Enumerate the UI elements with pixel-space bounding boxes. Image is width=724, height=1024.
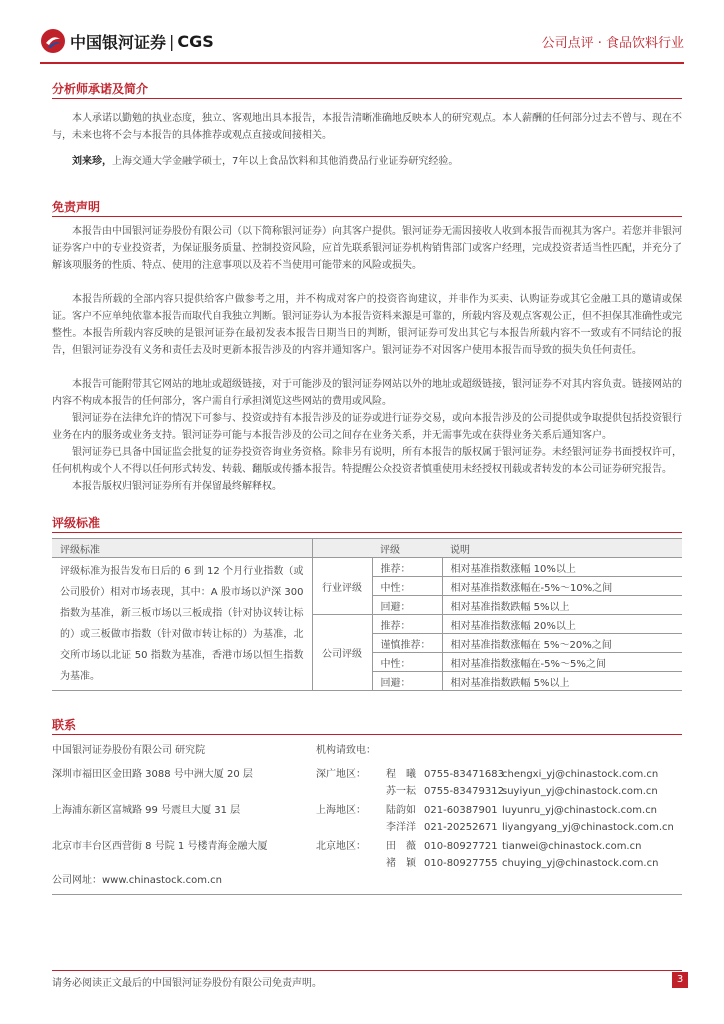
contact-name: 苏一耘 <box>386 786 416 797</box>
contact-section-title: 联系 <box>52 718 77 732</box>
rating-desc: 相对基准指数涨幅在-5%～5%之间 <box>442 653 682 672</box>
contact-name: 程 曦 <box>386 769 416 780</box>
contact-phone: 010-80927721 <box>424 841 498 852</box>
disclaimer-section-title: 免责声明 <box>52 200 101 214</box>
disclaimer-paragraph-2: 本报告所载的全部内容只提供给客户做参考之用，并不构成对客户的投资咨询建议，并非作为买卖、认购证券或其它金融工具的邀请或保证。客户不应单纯依靠本报告而取代自我独立判断。银河证券认为本报告资料来源是可靠的，所载内容及观点客观公正，但不担保其准确性或完整性。本报告所载内容反映的是银河证券在最初发表本报告日期当日的判断，银河证券可发出其它与本报告所载内容不一致或有不同结论的报告，但银河证券没有义务和责任去及时更新本报告涉及的内容并通知客户。银河证券不对因客户使用本报告而导致的损失负任何责任。 <box>52 294 682 356</box>
rating-standard-text: 评级标准为报告发布日后的 6 到 12 个月行业指数（或公司股价）相对市场表现，其中：A 股市场以沪深 300 指数为基准，新三板市场以三板成指（针对协议转让标的）或三板做市指数（针对做市转让标的）为基准，北交所市场以北证 50 指数为基准，香港市场以恒生指数为基准。 <box>52 558 312 691</box>
brand-name-en: CGS <box>177 31 214 51</box>
contact-email[interactable]: luyunru_yj@chinastock.com.cn <box>502 805 658 816</box>
analyst-bio <box>52 153 682 170</box>
analyst-section-rule <box>52 98 682 99</box>
contact-name: 褚 颖 <box>386 858 416 869</box>
rating-desc: 相对基准指数涨幅 20%以上 <box>442 615 682 634</box>
rating-level: 中性： <box>372 653 442 672</box>
page-number: 3 <box>672 972 688 988</box>
rating-desc: 相对基准指数涨幅在-5%～10%之间 <box>442 577 682 596</box>
rating-section-title: 评级标准 <box>52 516 101 530</box>
analyst-section-title: 分析师承诺及简介 <box>52 82 149 96</box>
company-website[interactable]: 公司网址：www.chinastock.com.cn <box>52 875 222 886</box>
rating-level: 谨慎推荐： <box>372 634 442 653</box>
rating-desc: 相对基准指数跌幅 5%以上 <box>442 672 682 691</box>
contact-phone: 021-60387901 <box>424 805 498 816</box>
region-shanghai: 上海地区： <box>316 805 366 816</box>
industry-rating-group: 行业评级 <box>312 558 372 615</box>
region-shenzhen: 深广地区： <box>316 769 366 780</box>
rating-level: 推荐： <box>372 615 442 634</box>
contact-rule <box>52 894 682 895</box>
rating-desc: 相对基准指数涨幅 10%以上 <box>442 558 682 577</box>
rating-level: 回避： <box>372 596 442 615</box>
footer-rule <box>52 970 682 971</box>
disclaimer-paragraph-5: 银河证券已具备中国证监会批复的证券投资咨询业务资格。除非另有说明，所有本报告的版权属于银河证券。未经银河证券书面授权许可，任何机构或个人不得以任何形式转发、转载、翻版或传播本报告。特提醒公众投资者慎重使用未经授权刊载或者转发的本公司证券研究报告。 <box>52 447 682 475</box>
brand-logo-icon <box>40 28 66 54</box>
disclaimer-paragraph-4: 银河证券在法律允许的情况下可参与、投资或持有本报告涉及的证券或进行证券交易，或向本报告涉及的公司提供或争取提供包括投资银行业务在内的服务或业务支持。银河证券可能与本报告涉及的公司之间存在业务关系，并无需事先或在获得业务关系后通知客户。 <box>52 413 682 441</box>
footer-disclaimer: 请务必阅读正文最后的中国银河证券股份有限公司免责声明。 <box>52 978 322 989</box>
address-shanghai: 上海浦东新区富城路 99 号震旦大厦 31 层 <box>52 805 241 816</box>
doc-type: 公司点评 · 食品饮料行业 <box>541 36 684 51</box>
contact-email[interactable]: chengxi_yj@chinastock.com.cn <box>502 769 659 780</box>
col-rating: 评级 <box>372 539 442 558</box>
contact-phone: 0755-83479312 <box>424 786 504 797</box>
col-desc: 说明 <box>442 539 682 558</box>
analyst-bio-text: 上海交通大学金融学硕士，7年以上食品饮料和其他消费品行业证券研究经验。 <box>112 156 459 167</box>
region-beijing: 北京地区： <box>316 841 366 852</box>
contact-email[interactable]: liyangyang_yj@chinastock.com.cn <box>502 822 674 833</box>
rating-desc: 相对基准指数跌幅 5%以上 <box>442 596 682 615</box>
brand-separator: | <box>169 31 175 51</box>
address-shenzhen: 深圳市福田区金田路 3088 号中洲大厦 20 层 <box>52 769 253 780</box>
contact-name: 田 薇 <box>386 841 416 852</box>
contact-email[interactable]: tianwei@chinastock.com.cn <box>502 841 642 852</box>
rating-level: 推荐： <box>372 558 442 577</box>
contact-phone: 0755-83471683 <box>424 769 504 780</box>
disclaimer-paragraph-1: 本报告由中国银河证券股份有限公司（以下简称银河证券）向其客户提供。银河证券无需因接收人收到本报告而视其为客户。若您并非银河证券客户中的专业投资者，为保证服务质量、控制投资风险，应首先联系银河证券机构销售部门或客户经理，完成投资者适当性匹配，并充分了解该项服务的性质、特点、使用的注意事项以及若不当使用可能带来的风险或损失。 <box>52 226 682 271</box>
company-rating-group: 公司评级 <box>312 615 372 691</box>
rating-table <box>52 538 682 691</box>
rating-level: 回避： <box>372 672 442 691</box>
disclaimer-section-rule <box>52 216 682 217</box>
col-standard: 评级标准 <box>52 539 312 558</box>
analyst-statement: 本人承诺以勤勉的执业态度，独立、客观地出具本报告，本报告清晰准确地反映本人的研究观点。本人薪酬的任何部分过去不曾与、现在不与，未来也将不会与本报告的具体推荐或观点直接或间接相关。 <box>52 113 682 141</box>
rating-desc: 相对基准指数涨幅在 5%～20%之间 <box>442 634 682 653</box>
contact-name: 李洋洋 <box>386 822 416 833</box>
disclaimer-paragraph-3: 本报告可能附带其它网站的地址或超级链接，对于可能涉及的银河证券网站以外的地址或超级链接，银河证券不对其内容负责。链接网站的内容不构成本报告的任何部分，客户需自行承担浏览这些网站的费用或风险。 <box>52 379 682 407</box>
page-header <box>40 26 684 56</box>
contact-phone: 021-20252671 <box>424 822 498 833</box>
brand-name-cn: 中国银河证券 <box>70 32 167 52</box>
table-row <box>52 558 682 577</box>
contact-company: 中国银河证券股份有限公司 研究院 <box>52 745 206 756</box>
contact-sales-label: 机构请致电： <box>316 745 376 756</box>
contact-section-rule <box>52 734 682 735</box>
analyst-name: 刘来珍， <box>72 156 112 167</box>
disclaimer-paragraph-6: 本报告版权归银河证券所有并保留最终解释权。 <box>72 481 282 492</box>
contact-phone: 010-80927755 <box>424 858 498 869</box>
contact-email[interactable]: chuying_yj@chinastock.com.cn <box>502 858 659 869</box>
address-beijing: 北京市丰台区西营街 8 号院 1 号楼青海金融大厦 <box>52 841 268 852</box>
rating-section-rule <box>52 532 682 533</box>
rating-level: 中性： <box>372 577 442 596</box>
header-rule <box>40 62 684 64</box>
contact-name: 陆韵如 <box>386 805 416 816</box>
contact-email[interactable]: suyiyun_yj@chinastock.com.cn <box>502 786 658 797</box>
rating-table-header <box>52 539 682 558</box>
logo <box>40 26 214 56</box>
